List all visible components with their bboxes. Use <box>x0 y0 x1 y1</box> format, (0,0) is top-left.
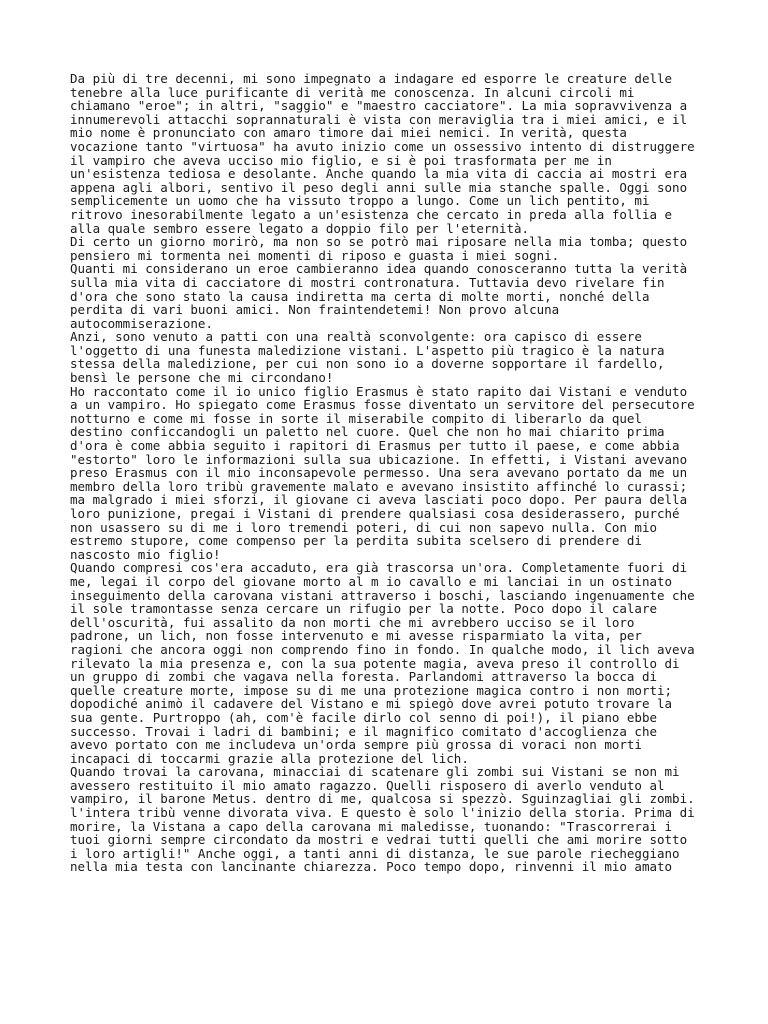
text-line: nella mia testa con lancinante chiarezza. Poco tempo dopo, rinvenni il mio amato <box>70 859 673 875</box>
paragraph <box>70 330 710 384</box>
text-line: Anzi, sono venuto a patti con una realtà sconvolgente: ora capisco di essere <box>70 329 642 345</box>
text-line: nascosto mio figlio! <box>70 546 221 562</box>
paragraph <box>70 385 710 562</box>
text-line: un'esistenza tediosa e desolante. Anche quando la mia vita di caccia ai mostri era <box>70 166 688 182</box>
text-line: il vampiro che aveva ucciso mio figlio, e si è poi trasformata per me in <box>70 152 612 168</box>
text-line: avevo portato con me includeva un'orda sempre più grossa di voraci non morti <box>70 737 642 753</box>
text-line: Di certo un giorno morirò, ma non so se potrò mai riposare nella mia tomba; questo <box>70 234 688 250</box>
paragraph <box>70 235 710 262</box>
text-line: sua gente. Purtroppo (ah, com'è facile dirlo col senno di poi!), il piano ebbe <box>70 709 657 725</box>
text-line: Ho raccontato come il io unico figlio Erasmus è stato rapito dai Vistani e venduto <box>70 383 688 399</box>
text-line: rilevato la mia presenza e, con la sua potente magia, aveva preso il controllo di <box>70 655 680 671</box>
text-line: i loro artigli!" Anche oggi, a tanti anni di distanza, le sue parole riecheggiano <box>70 845 680 861</box>
text-line: Quanti mi considerano un eroe cambieranno idea quando conosceranno tutta la verità <box>70 261 688 277</box>
text-line: preso Erasmus con il mio inconsapevole permesso. Una sera avevano portato da me un <box>70 465 688 481</box>
body-text <box>70 72 710 874</box>
text-line: Quando trovai la carovana, minacciai di scatenare gli zombi sui Vistani se non mi <box>70 764 680 780</box>
paragraph <box>70 72 710 235</box>
text-line: mio nome è pronunciato con amaro timore dai miei nemici. In verità, questa <box>70 125 627 141</box>
paragraph <box>70 561 710 765</box>
text-line: padrone, un lich, non fosse intervenuto e mi avesse risparmiato la vita, per <box>70 628 642 644</box>
paragraph <box>70 262 710 330</box>
text-line: sulla mia vita di cacciatore di mostri contronatura. Tuttavia devo rivelare fin <box>70 274 665 290</box>
text-line: dell'oscurità, fui assalito da non morti che mi avrebbero ucciso se il loro <box>70 614 635 630</box>
text-line: non usassero su di me i loro tremendi poteri, di cui non sapevo nulla. Con mio <box>70 519 657 535</box>
text-line: Da più di tre decenni, mi sono impegnato a indagare ed esporre le creature delle <box>70 71 673 86</box>
text-line: vocazione tanto "virtuosa" ha avuto inizio come un ossessivo intento di distruggere <box>70 138 695 154</box>
text-line: chiamano "eroe"; in altri, "saggio" e "maestro cacciatore". La mia sopravvivenza a <box>70 98 688 114</box>
text-line: estremo stupore, come compenso per la perdita subita scelsero di prendere di <box>70 533 642 549</box>
text-line: successo. Trovai i ladri di bambini; e il magnifico comitato d'accoglienza che <box>70 723 657 739</box>
text-line: dopodiché animò il cadavere del Vistano e mi spiegò dove avrei potuto trovare la <box>70 696 673 712</box>
text-line: bensì le persone che mi circondano! <box>70 370 334 386</box>
text-line: ragioni che ancora oggi non comprendo fino in fondo. In qualche modo, il lich aveva <box>70 641 695 657</box>
text-line: me, legai il corpo del giovane morto al m io cavallo e mi lanciai in un ostinato <box>70 573 673 589</box>
text-line: autocommiserazione. <box>70 315 213 331</box>
text-line: a un vampiro. Ho spiegato come Erasmus fosse diventato un servitore del persecutore <box>70 397 695 413</box>
text-line: l'intera tribù venne divorata viva. E questo è solo l'inizio della storia. Prima di <box>70 805 695 821</box>
text-line: perdita di vari buoni amici. Non fraintendetemi! Non provo alcuna <box>70 302 560 318</box>
text-line: pensiero mi tormenta nei momenti di riposo e guasta i miei sogni. <box>70 247 560 263</box>
paragraph <box>70 765 710 874</box>
text-line: un gruppo di zombi che vagava nella foresta. Parlandomi attraverso la bocca di <box>70 669 657 685</box>
text-line: d'ora che sono stato la causa indiretta ma certa di molte morti, nonché della <box>70 288 650 304</box>
text-line: alla quale sembro essere legato a doppio filo per l'eternità. <box>70 220 530 236</box>
text-line: il sole tramontasse senza cercare un rifugio per la notte. Poco dopo il calare <box>70 601 657 617</box>
text-line: tenebre alla luce purificante di verità me conoscenza. In alcuni circoli mi <box>70 84 635 100</box>
text-line: tuoi giorni sempre circondato da mostri e vedrai tutti quelli che ami morire sotto <box>70 832 688 848</box>
text-line: loro punizione, pregai i Vistani di prendere qualsiasi cosa desiderassero, purché <box>70 506 680 521</box>
text-line: innumerevoli attacchi soprannaturali è vista con meraviglia tra i miei amici, e il <box>70 111 688 127</box>
text-line: quelle creature morte, impose su di me una protezione magica contro i non morti; <box>70 682 673 698</box>
text-line: d'ora è come abbia seguito i rapitori di Erasmus per tutto il paese, e come abbia <box>70 438 680 454</box>
text-line: destino conficcandogli un paletto nel cuore. Quel che non ho mai chiarito prima <box>70 424 665 440</box>
text-line: ritrovo inesorabilmente legato a un'esistenza che cercato in preda alla follia e <box>70 206 673 222</box>
text-line: vampiro, il barone Metus. dentro di me, qualcosa si spezzò. Sguinzagliai gli zombi. <box>70 791 695 807</box>
text-line: notturno e come mi fosse in sorte il miserabile compito di liberarlo da quel <box>70 410 642 426</box>
text-line: appena agli albori, sentivo il peso degli anni sulle mia stanche spalle. Oggi sono <box>70 179 688 195</box>
text-line: Quando compresi cos'era accaduto, era già trascorsa un'ora. Completamente fuori di <box>70 560 688 576</box>
text-line: inseguimento della carovana vistani attraverso i boschi, lasciando ingenuamente che <box>70 587 695 603</box>
text-line: stessa della maledizione, per cui non sono io a doverne sopportare il fardello, <box>70 356 665 372</box>
text-line: l'oggetto di una funesta maledizione vistani. L'aspetto più tragico è la natura <box>70 342 665 358</box>
text-line: incapaci di toccarmi grazie alla protezione del lich. <box>70 750 469 766</box>
text-line: "estorto" loro le informazioni sulla sua ubicazione. In effetti, i Vistani avevano <box>70 451 688 467</box>
text-line: morire, la Vistana a capo della carovana mi maledisse, tuonando: "Trascorrerai i <box>70 818 673 834</box>
text-line: semplicemente un uomo che ha vissuto troppo a lungo. Come un lich pentito, mi <box>70 193 650 209</box>
text-line: ma malgrado i miei sforzi, il giovane ci aveva lasciati poco dopo. Per paura della <box>70 492 688 508</box>
text-line: avessero restituito il mio amato ragazzo. Quelli risposero di averlo venduto al <box>70 777 665 793</box>
text-line: membro della loro tribù gravemente malato e avevano insistito affinché lo curassi; <box>70 478 688 494</box>
